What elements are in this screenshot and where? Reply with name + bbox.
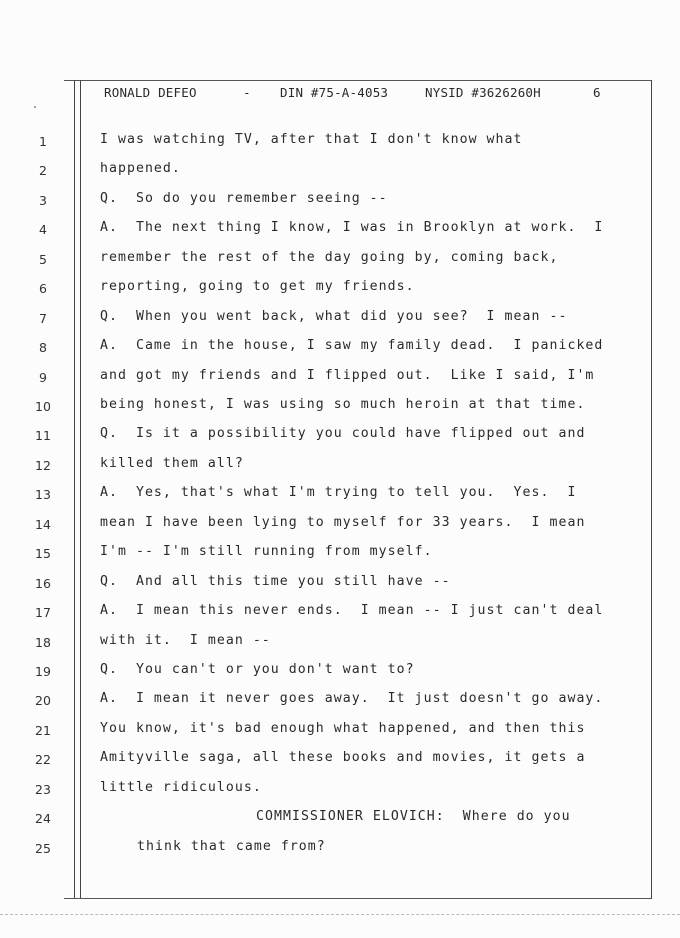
header-nysid: NYSID #3626260H [425,85,541,100]
transcript-header [104,85,604,101]
line-number: 1 [39,134,47,149]
line-number: 5 [39,252,47,267]
page-number: 6 [593,85,601,100]
transcript-line: A. I mean this never ends. I mean -- I just can't deal [100,603,604,618]
transcript-line: and got my friends and I flipped out. Like I said, I'm [100,368,595,383]
line-number: 22 [35,752,51,767]
line-number: 6 [39,281,47,296]
line-number: 11 [35,428,51,443]
transcript-line: A. Yes, that's what I'm trying to tell you. Yes. I [100,485,577,500]
scan-edge-dash [0,914,680,915]
transcript-line: Q. And all this time you still have -- [100,574,451,589]
transcript-line: remember the rest of the day going by, coming back, [100,250,559,265]
transcript-line: with it. I mean -- [100,633,271,648]
line-number: 7 [39,311,47,326]
line-number: 10 [35,399,51,414]
transcript-line: I'm -- I'm still running from myself. [100,544,433,559]
transcript-line-speaker: COMMISSIONER ELOVICH: Where do you [256,809,571,824]
line-number: 17 [35,605,51,620]
line-number: 23 [35,782,51,797]
frame-left-rule-inner [80,80,81,898]
line-number: 21 [35,723,51,738]
transcript-line: A. I mean it never goes away. It just doesn't go away. [100,691,604,706]
line-number: 8 [39,340,47,355]
header-name: RONALD DEFEO [104,85,197,100]
line-number: 4 [39,222,47,237]
line-number: 24 [35,811,51,826]
line-number: 18 [35,635,51,650]
transcript-line: I was watching TV, after that I don't know what [100,132,523,147]
transcript-line: A. The next thing I know, I was in Brooklyn at work. I [100,220,604,235]
line-number: 3 [39,193,47,208]
transcript-line: reporting, going to get my friends. [100,279,415,294]
transcript-line: happened. [100,161,181,176]
frame-right-rule [651,80,652,898]
line-number: 25 [35,841,51,856]
line-number: 19 [35,664,51,679]
transcript-line: A. Came in the house, I saw my family dead. I panicked [100,338,604,353]
frame-left-rule-outer [74,80,75,898]
scan-speck [34,106,36,108]
transcript-line: think that came from? [137,839,326,854]
transcript-line: killed them all? [100,456,244,471]
transcript-line: You know, it's bad enough what happened, and then this [100,721,586,736]
transcript-line: Q. You can't or you don't want to? [100,662,415,677]
transcript-line: little ridiculous. [100,780,262,795]
line-number: 9 [39,370,47,385]
header-din: DIN #75-A-4053 [280,85,389,100]
line-number: 12 [35,458,51,473]
line-number: 2 [39,163,47,178]
line-number: 14 [35,517,51,532]
frame-bottom-rule [64,898,652,899]
header-separator: - [243,85,251,100]
line-number: 13 [35,487,51,502]
line-number: 16 [35,576,51,591]
transcript-line: Q. When you went back, what did you see? I mean -- [100,309,568,324]
transcript-line: Q. Is it a possibility you could have flipped out and [100,426,586,441]
transcript-line: Q. So do you remember seeing -- [100,191,388,206]
transcript-line: Amityville saga, all these books and movies, it gets a [100,750,586,765]
frame-top-rule [64,80,652,81]
transcript-line: being honest, I was using so much heroin at that time. [100,397,586,412]
transcript-line: mean I have been lying to myself for 33 years. I mean [100,515,586,530]
line-number: 20 [35,693,51,708]
line-number: 15 [35,546,51,561]
